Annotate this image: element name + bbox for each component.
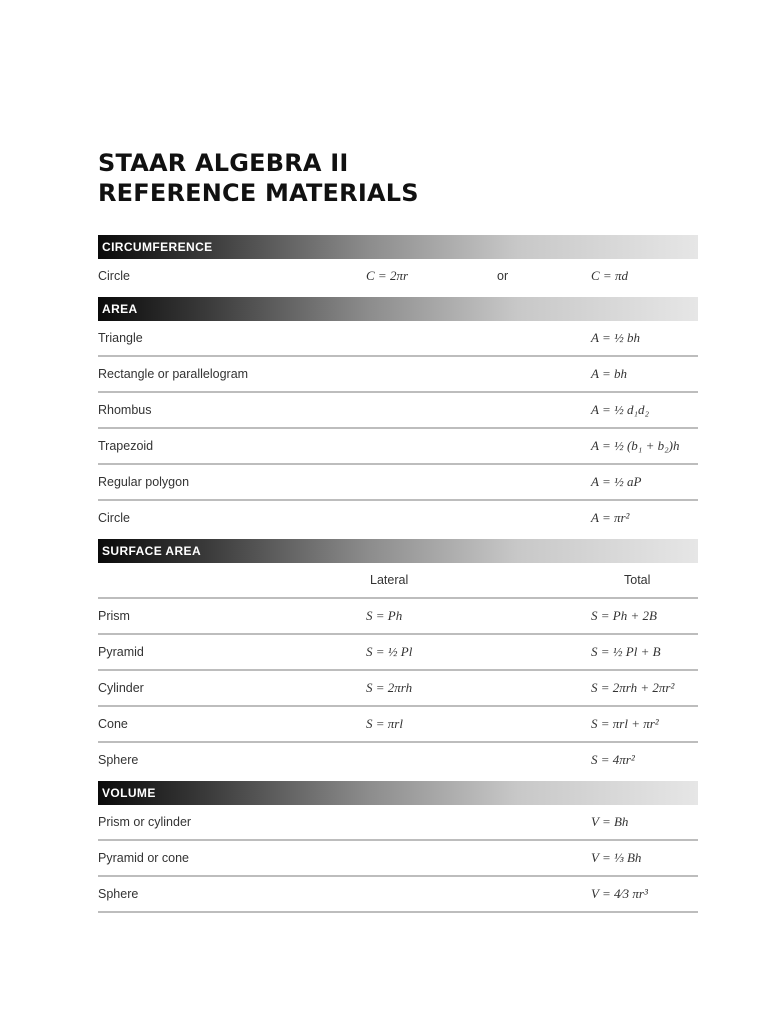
- total-formula: S = ½ Pl + B: [591, 644, 661, 659]
- formula: V = Bh: [591, 814, 629, 829]
- formula: V = ⅓ Bh: [591, 850, 642, 865]
- table-row: [98, 357, 698, 393]
- formula: A = ½ bh: [591, 330, 640, 345]
- shape-name: Triangle: [98, 331, 143, 345]
- table-row: [98, 393, 698, 429]
- alt-formula: C = πd: [591, 268, 628, 283]
- formula: V = 4⁄3 πr³: [591, 886, 648, 901]
- shape-name: Prism or cylinder: [98, 815, 192, 829]
- column-header-row: [98, 563, 698, 599]
- section-header-area: AREA: [98, 297, 698, 321]
- shape-name: Rhombus: [98, 403, 152, 417]
- total-formula: S = 4πr²: [591, 752, 635, 767]
- table-row: [98, 321, 698, 357]
- section-header-volume: VOLUME: [98, 781, 698, 805]
- table-row: [98, 707, 698, 743]
- or-label: or: [497, 269, 509, 283]
- formula: C = 2πr: [366, 268, 409, 283]
- shape-name: Circle: [98, 269, 130, 283]
- shape-name: Sphere: [98, 887, 139, 901]
- table-row: [98, 743, 698, 777]
- table-row: [98, 501, 698, 535]
- sections: [98, 235, 698, 913]
- table-row: [98, 841, 698, 877]
- shape-name: Trapezoid: [98, 439, 154, 453]
- formula: A = πr²: [591, 510, 630, 525]
- shape-name: Regular polygon: [98, 475, 190, 489]
- reference-sheet: [98, 148, 698, 913]
- formula: A = ½ d₁d₂: [591, 402, 650, 417]
- column-header-total: Total: [624, 573, 651, 587]
- table-row: [98, 465, 698, 501]
- shape-name: Circle: [98, 511, 130, 525]
- lateral-formula: S = ½ Pl: [366, 644, 413, 659]
- formula: A = bh: [591, 366, 627, 381]
- table-row: [98, 877, 698, 913]
- page-title: [98, 148, 698, 208]
- title-line-2: REFERENCE MATERIALS: [98, 179, 419, 207]
- lateral-formula: S = 2πrh: [366, 680, 413, 695]
- table-row: [98, 429, 698, 465]
- total-formula: S = Ph + 2B: [591, 608, 657, 623]
- column-header-lateral: Lateral: [370, 573, 409, 587]
- shape-name: Cylinder: [98, 681, 144, 695]
- shape-name: Pyramid or cone: [98, 851, 190, 865]
- table-row: [98, 635, 698, 671]
- total-formula: S = 2πrh + 2πr²: [591, 680, 675, 695]
- formula: A = ½ aP: [591, 474, 642, 489]
- formula: A = ½ (b₁ + b₂)h: [591, 438, 680, 453]
- shape-name: Pyramid: [98, 645, 144, 659]
- lateral-formula: S = πrl: [366, 716, 403, 731]
- table-row: [98, 671, 698, 707]
- section-header-circumference: CIRCUMFERENCE: [98, 235, 698, 259]
- title-line-1: STAAR ALGEBRA II: [98, 149, 349, 177]
- section-header-surface-area: SURFACE AREA: [98, 539, 698, 563]
- lateral-formula: S = Ph: [366, 608, 403, 623]
- shape-name: Cone: [98, 717, 128, 731]
- total-formula: S = πrl + πr²: [591, 716, 659, 731]
- shape-name: Rectangle or parallelogram: [98, 367, 249, 381]
- table-row: [98, 805, 698, 841]
- shape-name: Sphere: [98, 753, 139, 767]
- table-row: [98, 259, 698, 293]
- table-row: [98, 599, 698, 635]
- shape-name: Prism: [98, 609, 130, 623]
